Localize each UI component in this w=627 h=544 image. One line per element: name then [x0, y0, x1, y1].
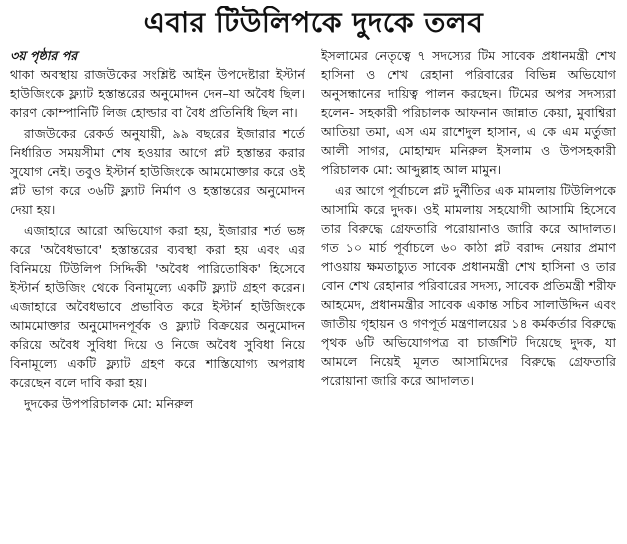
- article-body: [10, 46, 617, 536]
- left-column: [10, 46, 305, 536]
- paragraph: ইসলামের নেতৃত্বে ৭ সদস্যের টিম সাবেক প্রধানমন্ত্রী শেখ হাসিনা ও শেখ রেহানা পরিবারের বিভিন্ন অভিযোগ অনুসন্ধানের দায়িত্ব পালন করছেন। টিমের অপর সদস্যরা হলেন- সহকারী পরিচালক আফনান জান্নাত কেয়া, মুবাশ্বিরা আতিয়া তমা, এস এম রাশেদুল হাসান, এ কে এম মর্তুজা আলী সাগর, মোহাম্মদ মনিরুল ইসলাম ও উপসহকারী পরিচালক মো: আব্দুল্লাহ আল মামুন।: [321, 48, 616, 177]
- paragraph: এর আগে পূর্বাচলে প্লট দুর্নীতির এক মামলায় টিউলিপকে আসামি করে দুদক। ওই মামলায় সহযোগী আসামি হিসেবে তার বিরুদ্ধে গ্রেফতারি পরোয়ানাও জারি করে আদালত। গত ১০ মার্চ পূর্বাচলে ৬০ কাঠা প্লট বরাদ্দ নেয়ার প্রমাণ পাওয়ায় ক্ষমতাচ্যুত সাবেক প্রধানমন্ত্রী শেখ হাসিনা ও তার বোন শেখ রেহানার পরিবারের সদস্য, সাবেক প্রতিমন্ত্রী শরীফ আহমেদ, প্রধানমন্ত্রীর সাবেক একান্ত সচিব সালাউদ্দিন এবং জাতীয় গৃহায়ন ও গণপূর্ত মন্ত্রণালয়ের ১৪ কর্মকর্তার বিরুদ্ধে পৃথক ৬টি অভিযোগপত্র বা চার্জশিট দিয়েছে দুদক, যা আমলে নিয়েই মূলত আসামিদের বিরুদ্ধে গ্রেফতারি পরোয়ানা জারি করে আদালত।: [321, 183, 616, 388]
- paragraph: দুদকের উপপরিচালক মো: মনিরুল: [24, 396, 194, 411]
- paragraph: থাকা অবস্থায় রাজউকের সংশ্লিষ্ট আইন উপদেষ্টারা ইস্টার্ন হাউজিংকে ফ্ল্যাট হস্তান্তরের অনুমোদন দেন–যা অবৈধ ছিল। কারণ কোম্পানিটি লিজ হোল্ডার বা বৈধ প্রতিনিধি ছিল না।: [10, 67, 305, 120]
- continued-from-label: ৩য় পৃষ্ঠার পর: [10, 48, 78, 63]
- paragraph: এজাহারে আরো অভিযোগ করা হয়, ইজারার শর্ত ভঙ্গ করে 'অবৈধভাবে' হস্তান্তরের ব্যবস্থা করা হয় এবং এর বিনিময়ে টিউলিপ সিদ্দিকী 'অবৈধ পারিতোষিক' হিসেবে ইস্টার্ন হাউজিং থেকে বিনামূল্যে একটি ফ্ল্যাট গ্রহণ করেন। এজাহারে অবৈধভাবে প্রভাবিত করে ইস্টার্ন হাউজিংকে আমমোক্তার অনুমোদনপূর্বক ও ফ্ল্যাট বিক্রয়ের অনুমোদন করিয়ে অবৈধ সুবিধা দিয়ে ও নিজে অবৈধ সুবিধা নিয়ে বিনামূল্যে একটি ফ্ল্যাট গ্রহণ করে শাস্তিযোগ্য অপরাধ করেছেন বলে দাবি করা হয়।: [10, 223, 305, 390]
- right-column: [321, 46, 616, 536]
- headline: এবার টিউলিপকে দুদকে তলব: [143, 6, 484, 39]
- paragraph: রাজউকের রেকর্ড অনুযায়ী, ৯৯ বছরের ইজারার শর্তে নির্ধারিত সময়সীমা শেষ হওয়ার আগে প্লট হস্তান্তর করার সুযোগ নেই। তবুও ইস্টার্ন হাউজিংকে আমমোক্তার করে ওই প্লট ভাগ করে ৩৬টি ফ্ল্যাট নির্মাণ ও হস্তান্তরের অনুমোদন দেয়া হয়।: [10, 126, 305, 217]
